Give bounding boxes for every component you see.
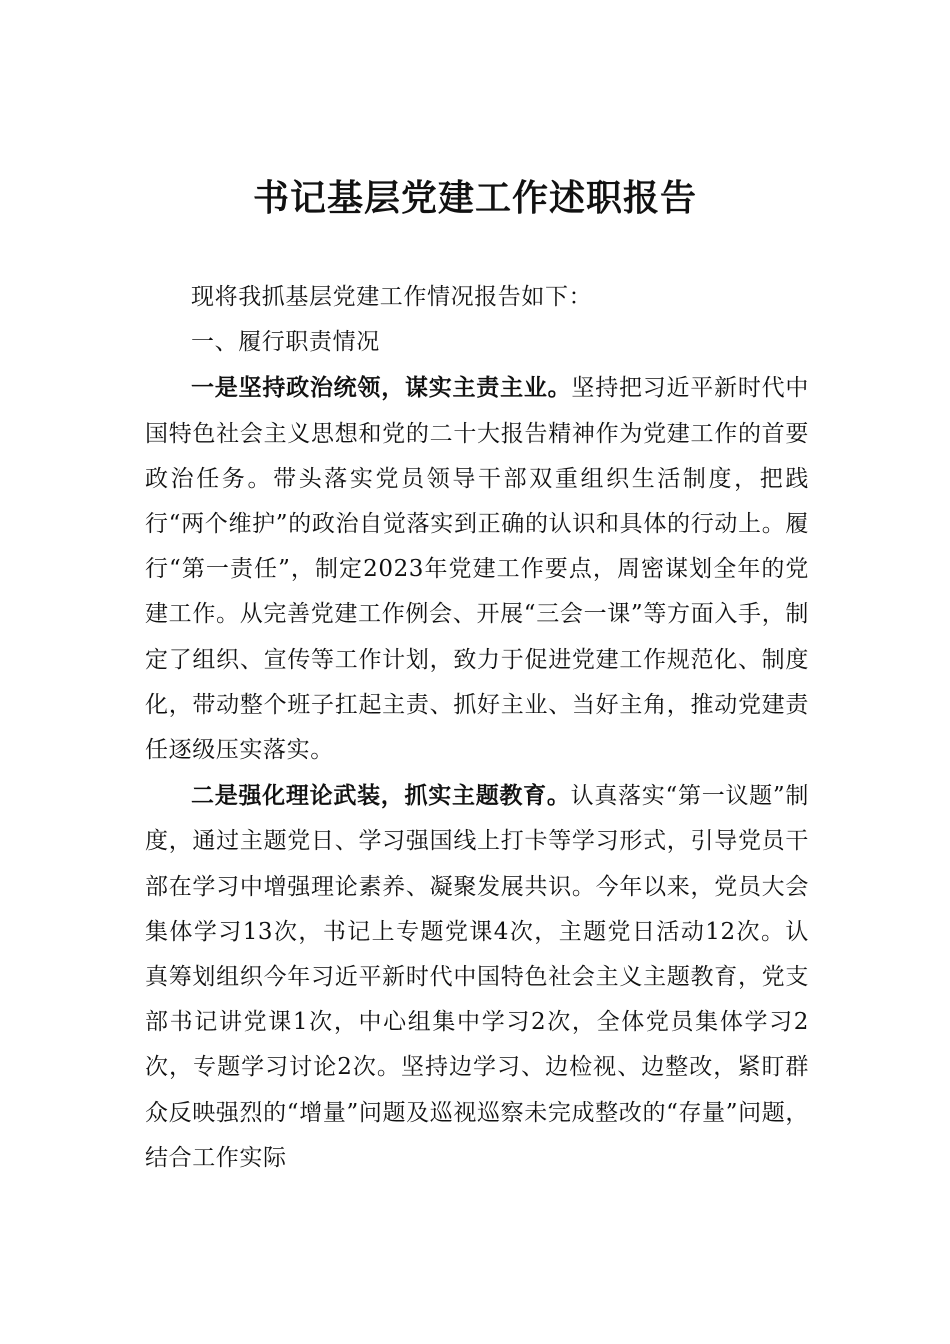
- body-paragraph: [145, 773, 809, 1181]
- body-paragraph: [145, 365, 809, 773]
- document-body: [145, 275, 809, 1181]
- document-title: 书记基层党建工作述职报告: [252, 177, 697, 219]
- paragraph-lead: 一是坚持政治统领，谋实主责主业。: [191, 374, 572, 402]
- paragraph-text: 坚持把习近平新时代中国特色社会主义思想和党的二十大报告精神作为党建工作的首要政治任务。带头落实党员领导干部双重组织生活制度，把践行“两个维护”的政治自觉落实到正确的认识和具体的行动上。履行“第一责任”，制定2023年党建工作要点，周密谋划全年的党建工作。从完善党建工作例会、开展“三会一课”等方面入手，制定了组织、宣传等工作计划，致力于促进党建工作规范化、制度化，带动整个班子扛起主责、抓好主业、当好主角，推动党建责任逐级压实落实。: [145, 375, 810, 764]
- intro-paragraph: 现将我抓基层党建工作情况报告如下：: [191, 284, 593, 310]
- paragraph-text: 认真落实“第一议题”制度，通过主题党日、学习强国线上打卡等学习形式，引导党员干部在学习中增强理论素养、凝聚发展共识。今年以来，党员大会集体学习13次，书记上专题党课4次，主题党日活动12次。认真筹划组织今年习近平新时代中国特色社会主义主题教育，党支部书记讲党课1次，中心组集中学习2次，全体党员集体学习2次，专题学习讨论2次。坚持边学习、边检视、边整改，紧盯群众反映强烈的“增量”问题及巡视巡察未完成整改的“存量”问题，结合工作实际: [145, 783, 809, 1171]
- paragraph-lead: 二是强化理论武装，抓实主题教育。: [191, 782, 571, 810]
- section-heading: 一、履行职责情况: [191, 329, 380, 356]
